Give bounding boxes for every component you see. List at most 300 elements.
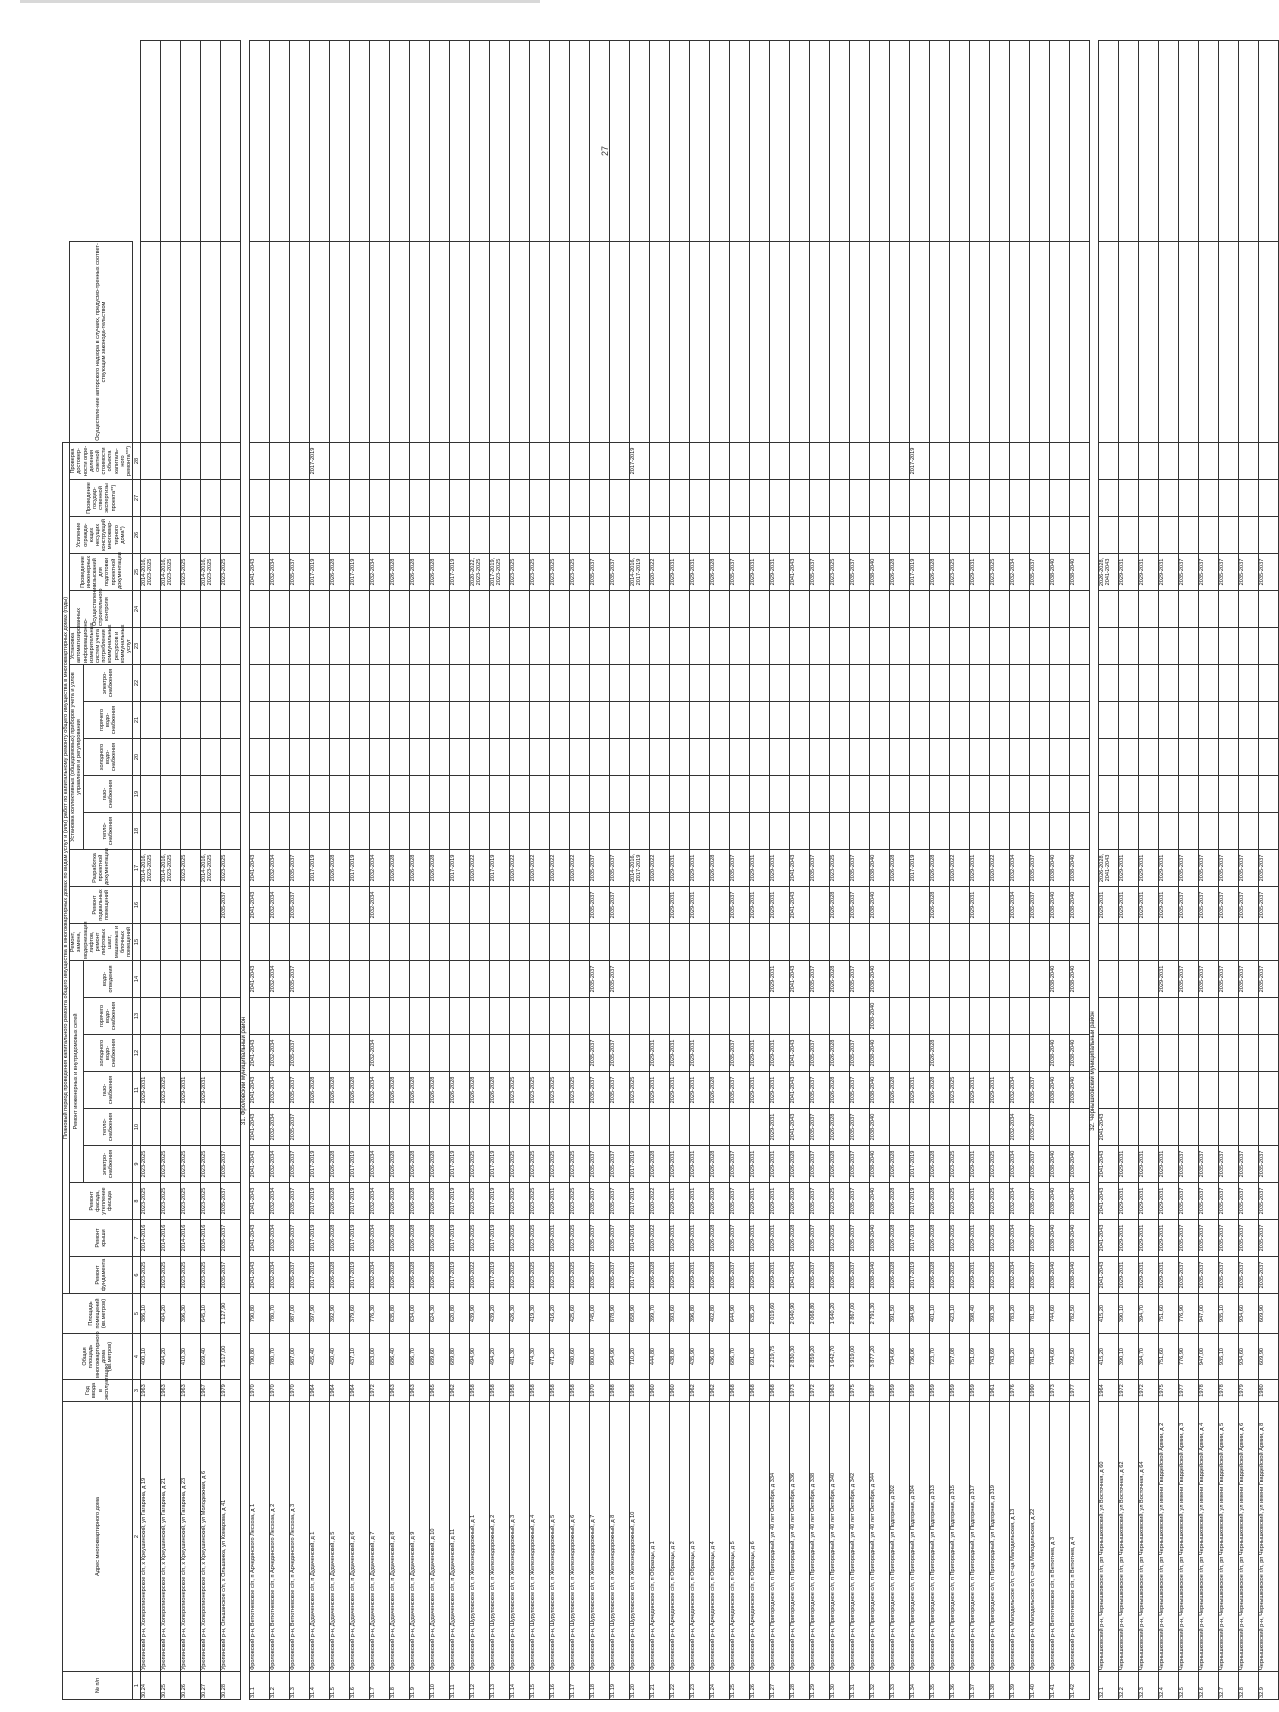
period-cell (430, 776, 450, 813)
period-cell (201, 442, 221, 479)
period-cell (370, 813, 390, 850)
period-cell (410, 887, 430, 924)
period-cell: 2023-2025 (221, 850, 241, 887)
period-cell: 2035-2037 (590, 887, 610, 924)
col-header-m-elec: электро-снабжения (83, 665, 133, 702)
period-cell (1050, 442, 1070, 479)
total-area: 710,20 (630, 1334, 650, 1380)
period-cell: 2035-2037 (1199, 554, 1219, 591)
period-cell (1099, 1072, 1119, 1109)
period-cell: 2029-2031 (1139, 1183, 1159, 1220)
period-cell (250, 998, 270, 1035)
period-cell (650, 924, 670, 961)
period-cell (370, 702, 390, 739)
period-cell: 2026-2028 (410, 1220, 430, 1257)
period-cell (1030, 1035, 1050, 1072)
house-address: Фроловский р-н, Шуруповское с/п, п Железнодорожный, д 10 (630, 1402, 650, 1672)
period-cell: 2035-2037 (1259, 961, 1279, 998)
period-cell (870, 442, 890, 479)
house-address: Фроловский р-н, Шуруповское с/п, п Железнодорожный, д 4 (530, 1402, 550, 1672)
rooms-area: 1 640,20 (830, 1294, 850, 1334)
period-cell (730, 442, 750, 479)
period-cell (890, 998, 910, 1035)
total-area: 480,60 (570, 1334, 590, 1380)
period-cell: 2020-2022 (950, 850, 970, 887)
period-cell: 2035-2037 (590, 1035, 610, 1072)
period-cell: 2026-2028 (330, 1220, 350, 1257)
period-cell (310, 813, 330, 850)
period-cell: 2032-2034 (270, 1220, 290, 1257)
period-cell: 2023-2025 (510, 1220, 530, 1257)
period-cell (1010, 517, 1030, 554)
period-cell (181, 591, 201, 628)
period-cell (1070, 665, 1090, 702)
column-number: 16 (133, 887, 141, 924)
period-cell: 2035-2037 (850, 1109, 870, 1146)
period-cell (490, 628, 510, 665)
period-cell (330, 628, 350, 665)
col-header-lift: Ремонт, замена, модернизация лифтов, ремонт лифтовых шахт, машинных и блочных помещений (70, 921, 133, 959)
total-area: 437,10 (350, 1334, 370, 1380)
period-cell (221, 813, 241, 850)
period-cell (1099, 924, 1119, 961)
period-cell (1030, 591, 1050, 628)
period-cell: 2035-2037 (1239, 887, 1259, 924)
period-cell: 2023-2025 (530, 1183, 550, 1220)
period-cell (770, 241, 790, 442)
period-cell (350, 702, 370, 739)
period-cell (1179, 665, 1199, 702)
period-cell: 2017-2019 (450, 1146, 470, 1183)
period-cell: 2035-2037 (1259, 1183, 1279, 1220)
period-cell (181, 813, 201, 850)
period-cell (670, 813, 690, 850)
period-cell (1070, 480, 1090, 517)
period-cell: 2023-2025 (181, 554, 201, 591)
commission-year: 1959 (970, 1380, 990, 1402)
period-cell: 2029-2031 (970, 554, 990, 591)
period-cell (910, 665, 930, 702)
period-cell (990, 665, 1010, 702)
period-cell: 2023-2025 (510, 1183, 530, 1220)
period-cell (590, 41, 610, 242)
total-area: 436,00 (710, 1334, 730, 1380)
period-cell: 2029-2031 (970, 1146, 990, 1183)
period-cell: 2026-2028 (830, 887, 850, 924)
period-cell: 2023-2025 (990, 1220, 1010, 1257)
row-number: 31.25 (730, 1672, 750, 1700)
col-header-supervision: Осуществление строительного контроля (70, 591, 133, 628)
period-cell: 2035-2037 (850, 1183, 870, 1220)
period-cell (830, 813, 850, 850)
period-cell (930, 961, 950, 998)
table-row (850, 41, 870, 1700)
period-cell (430, 998, 450, 1035)
house-address: Чернышковский р-н, Чернышковское г/п, рп Чернышковский, ул имени Гвардейской Армии, д 5 (1219, 1402, 1239, 1672)
period-cell: 2038-2040 (1070, 961, 1090, 998)
house-address: Фроловский р-н, Арчединское с/п, п Образцы, д 6 (750, 1402, 770, 1672)
period-cell (1219, 1109, 1239, 1146)
period-cell (490, 1035, 510, 1072)
house-address: Фроловский р-н, Арчединское с/п, п Образцы, д 5 (730, 1402, 750, 1672)
rooms-area: 423,10 (950, 1294, 970, 1334)
table-row (410, 41, 430, 1700)
period-cell (610, 813, 630, 850)
period-cell (570, 813, 590, 850)
col-header-basement: Ремонт подвальных помещений (70, 887, 133, 924)
period-cell (161, 591, 181, 628)
period-cell (730, 961, 750, 998)
period-cell (610, 442, 630, 479)
period-cell: 2026-2028 (310, 1072, 330, 1109)
period-cell (1159, 813, 1179, 850)
rooms-area: 2 791,30 (870, 1294, 890, 1334)
period-cell (1010, 628, 1030, 665)
period-cell: 2026-2028 (470, 1072, 490, 1109)
period-cell (310, 776, 330, 813)
period-cell: 2020-2022 (650, 1220, 670, 1257)
commission-year: 1958 (550, 1380, 570, 1402)
period-cell: 2035-2037 (290, 554, 310, 591)
period-cell (750, 241, 770, 442)
rooms-area: 609,90 (1259, 1294, 1279, 1334)
period-cell (970, 628, 990, 665)
period-cell (870, 776, 890, 813)
period-cell (710, 517, 730, 554)
rooms-area: 394,70 (1139, 1294, 1159, 1334)
period-cell (290, 924, 310, 961)
commission-year: 1988 (610, 1380, 630, 1402)
period-cell (930, 1109, 950, 1146)
rooms-area: 782,50 (1070, 1294, 1090, 1334)
period-cell (510, 1109, 530, 1146)
period-cell (990, 591, 1010, 628)
house-address: Чернышковский р-н, Чернышковское г/п, рп Чернышковский, ул Восточная, д 62 (1119, 1402, 1139, 1672)
top-scan-edge (20, 0, 540, 3)
period-cell: 2041-2043 (1099, 1109, 1119, 1146)
commission-year: 1970 (270, 1380, 290, 1402)
period-cell: 2032-2034 (370, 1035, 390, 1072)
period-cell (950, 813, 970, 850)
period-cell (970, 924, 990, 961)
period-cell: 2026-2028 (650, 1146, 670, 1183)
period-cell (510, 591, 530, 628)
period-cell (410, 41, 430, 242)
period-cell: 2029-2031 (670, 1183, 690, 1220)
period-cell (810, 665, 830, 702)
period-cell: 2035-2037 (810, 1257, 830, 1294)
period-cell (161, 1109, 181, 1146)
period-cell (1179, 41, 1199, 242)
period-cell: 2026-2028, 2041-2043 (1099, 850, 1119, 887)
house-address: Фроловский р-н, Шуруповское с/п, п Железнодорожный, д 3 (510, 1402, 530, 1672)
period-cell (1030, 961, 1050, 998)
period-cell (610, 591, 630, 628)
period-cell: 2029-2031 (770, 1072, 790, 1109)
period-cell (1139, 665, 1159, 702)
period-cell: 2029-2031 (1159, 1183, 1179, 1220)
period-cell (550, 665, 570, 702)
period-cell (370, 776, 390, 813)
period-cell: 2026-2028 (390, 850, 410, 887)
period-cell: 2023-2025 (530, 1072, 550, 1109)
period-cell (490, 517, 510, 554)
total-area: 776,90 (1179, 1334, 1199, 1380)
period-cell (390, 702, 410, 739)
period-cell (850, 702, 870, 739)
period-cell: 2041-2043 (250, 850, 270, 887)
period-cell: 2017-2019 (310, 442, 330, 479)
period-cell (710, 480, 730, 517)
house-address: Фроловский р-н, Арчединское с/п, п Образцы, д 1 (650, 1402, 670, 1672)
row-number: 31.5 (330, 1672, 350, 1700)
period-cell (1099, 1035, 1119, 1072)
total-area: 438,80 (670, 1334, 690, 1380)
commission-year: 1959 (910, 1380, 930, 1402)
period-cell (1259, 628, 1279, 665)
total-area: 1 642,70 (830, 1334, 850, 1380)
period-cell (990, 776, 1010, 813)
period-cell (910, 776, 930, 813)
total-area: 723,70 (930, 1334, 950, 1380)
period-cell (350, 480, 370, 517)
period-cell: 2038-2040 (1050, 1183, 1070, 1220)
period-cell (430, 480, 450, 517)
period-cell: 2017-2019 (630, 442, 650, 479)
period-cell: 2038-2040 (1070, 1072, 1090, 1109)
table-row (870, 41, 890, 1700)
period-cell (870, 591, 890, 628)
total-area: 435,90 (690, 1334, 710, 1380)
period-cell (650, 1109, 670, 1146)
table-row (710, 41, 730, 1700)
rooms-area: 634,00 (410, 1294, 430, 1334)
house-address: Фроловский р-н, Малодельское с/п, ст-ца Малодельская, д 22 (1030, 1402, 1050, 1672)
period-cell: 2029-2031 (770, 1146, 790, 1183)
period-cell: 2023-2025 (830, 1220, 850, 1257)
commission-year: 1987 (870, 1380, 890, 1402)
period-cell (690, 702, 710, 739)
period-cell: 2035-2037 (1179, 1220, 1199, 1257)
period-cell: 2035-2037 (1239, 554, 1259, 591)
row-number: 31.39 (1010, 1672, 1030, 1700)
period-cell: 2020-2022 (530, 850, 550, 887)
period-cell (730, 924, 750, 961)
period-cell (221, 1035, 241, 1072)
period-cell (590, 813, 610, 850)
period-cell (1010, 1035, 1030, 1072)
row-number: 31.10 (430, 1672, 450, 1700)
period-cell (1239, 241, 1259, 442)
period-cell (910, 813, 930, 850)
page-number: 27 (600, 145, 611, 157)
period-cell (1139, 1072, 1159, 1109)
column-number: 13 (133, 998, 141, 1035)
period-cell (390, 517, 410, 554)
period-cell (810, 887, 830, 924)
period-cell: 2029-2031 (650, 1072, 670, 1109)
period-cell (550, 1109, 570, 1146)
period-cell (390, 1035, 410, 1072)
period-cell: 2026-2028 (710, 1220, 730, 1257)
period-cell (201, 628, 221, 665)
period-cell (630, 41, 650, 242)
period-cell (610, 998, 630, 1035)
period-cell (450, 887, 470, 924)
column-number: 10 (133, 1109, 141, 1146)
period-cell (141, 517, 161, 554)
table-row (490, 41, 510, 1700)
period-cell: 2017-2019 (310, 850, 330, 887)
rooms-area: 781,50 (1030, 1294, 1050, 1334)
period-cell: 2026-2028 (710, 1146, 730, 1183)
period-cell (410, 961, 430, 998)
table-row (670, 41, 690, 1700)
period-cell: 2026-2028 (410, 1183, 430, 1220)
period-cell (1159, 1035, 1179, 1072)
period-cell: 2035-2037 (1199, 1146, 1219, 1183)
period-cell (1030, 517, 1050, 554)
period-cell (370, 480, 390, 517)
period-cell (1099, 739, 1119, 776)
period-cell (570, 41, 590, 242)
row-number: 31.13 (490, 1672, 510, 1700)
period-cell (870, 665, 890, 702)
period-cell (1050, 998, 1070, 1035)
period-cell: 2014-2016 (630, 1220, 650, 1257)
period-cell: 2035-2037 (1239, 1146, 1259, 1183)
period-cell (1099, 591, 1119, 628)
period-cell: 2023-2025 (570, 1183, 590, 1220)
period-cell (1159, 998, 1179, 1035)
commission-year: 1958 (510, 1380, 530, 1402)
period-cell (890, 665, 910, 702)
period-cell (770, 998, 790, 1035)
rooms-area: 790,80 (250, 1294, 270, 1334)
commission-year: 1964 (330, 1380, 350, 1402)
period-cell (330, 41, 350, 242)
column-number: 19 (133, 776, 141, 813)
period-cell (490, 665, 510, 702)
period-cell (710, 776, 730, 813)
period-cell (770, 665, 790, 702)
period-cell (1050, 591, 1070, 628)
row-number: 30.28 (221, 1672, 241, 1700)
period-cell: 2029-2031 (181, 1072, 201, 1109)
period-cell: 2035-2037 (1199, 887, 1219, 924)
period-cell: 2014-2016, 2023-2025 (141, 850, 161, 887)
period-cell (610, 665, 630, 702)
period-cell (930, 480, 950, 517)
period-cell (410, 998, 430, 1035)
total-area: 751,09 (970, 1334, 990, 1380)
period-cell: 2014-2016, 2017-2019 (630, 850, 650, 887)
row-number: 32.7 (1219, 1672, 1239, 1700)
row-number: 31.1 (250, 1672, 270, 1700)
period-cell: 2023-2025 (161, 1257, 181, 1294)
period-cell: 2023-2025 (950, 554, 970, 591)
commission-year: 1963 (141, 1380, 161, 1402)
period-cell (970, 591, 990, 628)
period-cell (970, 41, 990, 242)
period-cell (650, 998, 670, 1035)
row-number: 31.33 (890, 1672, 910, 1700)
period-cell (750, 442, 770, 479)
rooms-area: 2 019,60 (770, 1294, 790, 1334)
table-body (141, 41, 1279, 1700)
period-cell: 2035-2037 (810, 554, 830, 591)
period-cell: 2023-2025 (570, 1220, 590, 1257)
period-cell (910, 739, 930, 776)
period-cell: 2017-2019 (490, 1183, 510, 1220)
rooms-area: 744,60 (1050, 1294, 1070, 1334)
period-cell (330, 924, 350, 961)
period-cell (1099, 776, 1119, 813)
rooms-area: 396,30 (181, 1294, 201, 1334)
period-cell (410, 628, 430, 665)
period-cell (570, 1035, 590, 1072)
period-cell (290, 998, 310, 1035)
period-cell (530, 813, 550, 850)
period-cell: 2029-2031 (670, 554, 690, 591)
period-cell: 2029-2031 (1139, 1257, 1159, 1294)
period-cell (610, 702, 630, 739)
total-area: 686,70 (730, 1334, 750, 1380)
table-row (470, 41, 490, 1700)
row-number: 31.16 (550, 1672, 570, 1700)
period-cell (730, 591, 750, 628)
table-row (650, 41, 670, 1700)
period-cell (590, 702, 610, 739)
period-cell (1099, 480, 1119, 517)
period-cell (141, 776, 161, 813)
period-cell (430, 1109, 450, 1146)
period-cell (1159, 776, 1179, 813)
period-cell (690, 241, 710, 442)
period-cell (470, 702, 490, 739)
period-cell: 2035-2037 (730, 887, 750, 924)
period-cell (310, 628, 330, 665)
period-cell: 2038-2040 (1050, 887, 1070, 924)
period-cell (201, 41, 221, 242)
period-cell (470, 998, 490, 1035)
period-cell (990, 998, 1010, 1035)
period-cell (181, 776, 201, 813)
period-cell: 2029-2031 (750, 1183, 770, 1220)
period-cell (1139, 241, 1159, 442)
period-cell: 2035-2037 (290, 1183, 310, 1220)
period-cell: 2035-2037 (610, 1257, 630, 1294)
period-cell (1070, 591, 1090, 628)
period-cell: 2035-2037 (730, 1257, 750, 1294)
period-cell (1179, 998, 1199, 1035)
period-cell (161, 813, 181, 850)
period-cell (810, 41, 830, 242)
period-cell: 2014-2016 (201, 1220, 221, 1257)
period-cell (1010, 961, 1030, 998)
period-cell (930, 41, 950, 242)
table-row (1119, 41, 1139, 1700)
period-cell (550, 739, 570, 776)
house-address: Фроловский р-н, Шуруповское с/п, п Железнодорожный, д 6 (570, 1402, 590, 1672)
period-cell: 2029-2031 (770, 1035, 790, 1072)
period-cell (730, 241, 750, 442)
period-cell (970, 739, 990, 776)
period-cell: 2032-2034 (370, 1183, 390, 1220)
period-cell (950, 1109, 970, 1146)
period-cell (510, 665, 530, 702)
period-cell (1239, 442, 1259, 479)
